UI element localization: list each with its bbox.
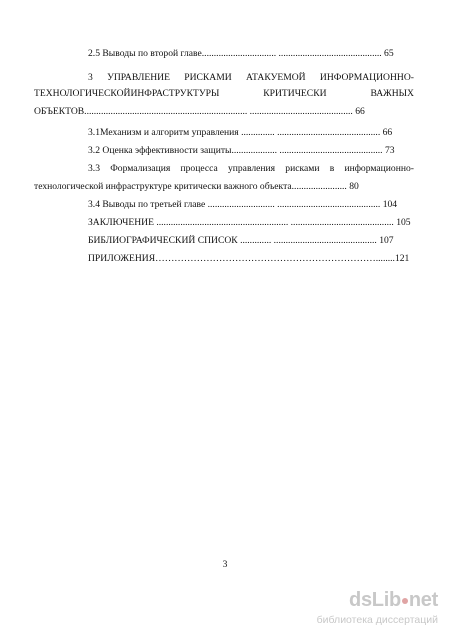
toc-word: управления	[227, 163, 276, 174]
toc-word: ВАЖНЫХ	[370, 88, 414, 99]
toc-entry-conclusion: ЗАКЛЮЧЕНИЕ ....................................................... ........................................... 105	[88, 217, 411, 228]
toc-entry-3-3-line-2: технологической инфраструктуре критически важного объекта....................... 80	[34, 181, 359, 192]
toc-entry-3-line-3: ОБЪЕКТОВ.................................................................... ........................................... 66	[34, 106, 365, 117]
toc-word: 3.3	[88, 163, 100, 174]
toc-entry-3-line-1	[88, 72, 414, 84]
toc-word: РИСКАМИ	[184, 72, 232, 83]
watermark-tagline: библиотека диссертаций	[316, 614, 438, 626]
toc-word: в	[329, 163, 335, 174]
toc-word: КРИТИЧЕСКИ	[263, 88, 327, 99]
toc-word: ТЕХНОЛОГИЧЕСКОЙИНФРАСТРУКТУРЫ	[34, 88, 220, 99]
toc-word: Формализация	[110, 163, 171, 174]
toc-word: рисками	[285, 163, 320, 174]
logo-text-left: dsLib	[349, 589, 401, 611]
toc-word: процесса	[180, 163, 218, 174]
toc-word: 3	[88, 72, 93, 83]
toc-entry-appendices: ПРИЛОЖЕНИЯ……………………………………………………………........121	[88, 253, 410, 264]
toc-entry-3-3-line-1	[88, 163, 414, 175]
toc-entry-bibliography: БИБЛИОГРАФИЧЕСКИЙ СПИСОК ............. ........................................... 107	[88, 235, 394, 246]
page-number: 3	[222, 559, 228, 570]
toc-entry-3-4: 3.4 Выводы по третьей главе ............................ ........................................... 104	[88, 199, 398, 210]
toc-entry-3-2: 3.2 Оценка эффективности защиты................... ........................................... 73	[88, 145, 395, 156]
toc-word: информационно-	[344, 163, 414, 174]
toc-entry-3-line-2	[34, 88, 414, 100]
logo-text-right: net	[408, 589, 438, 611]
logo-dot-icon	[402, 598, 408, 604]
toc-entry-3-1: 3.1Механизм и алгоритм управления .............. ........................................... 66	[88, 127, 393, 138]
toc-entry-2-5: 2.5 Выводы по второй главе............................... ........................................... 65	[88, 48, 394, 59]
dslib-logo	[349, 589, 438, 612]
toc-word: УПРАВЛЕНИЕ	[107, 72, 170, 83]
toc-word: АТАКУЕМОЙ	[245, 72, 306, 83]
dslib-watermark	[298, 589, 438, 631]
toc-word: ИНФОРМАЦИОННО-	[319, 72, 414, 83]
